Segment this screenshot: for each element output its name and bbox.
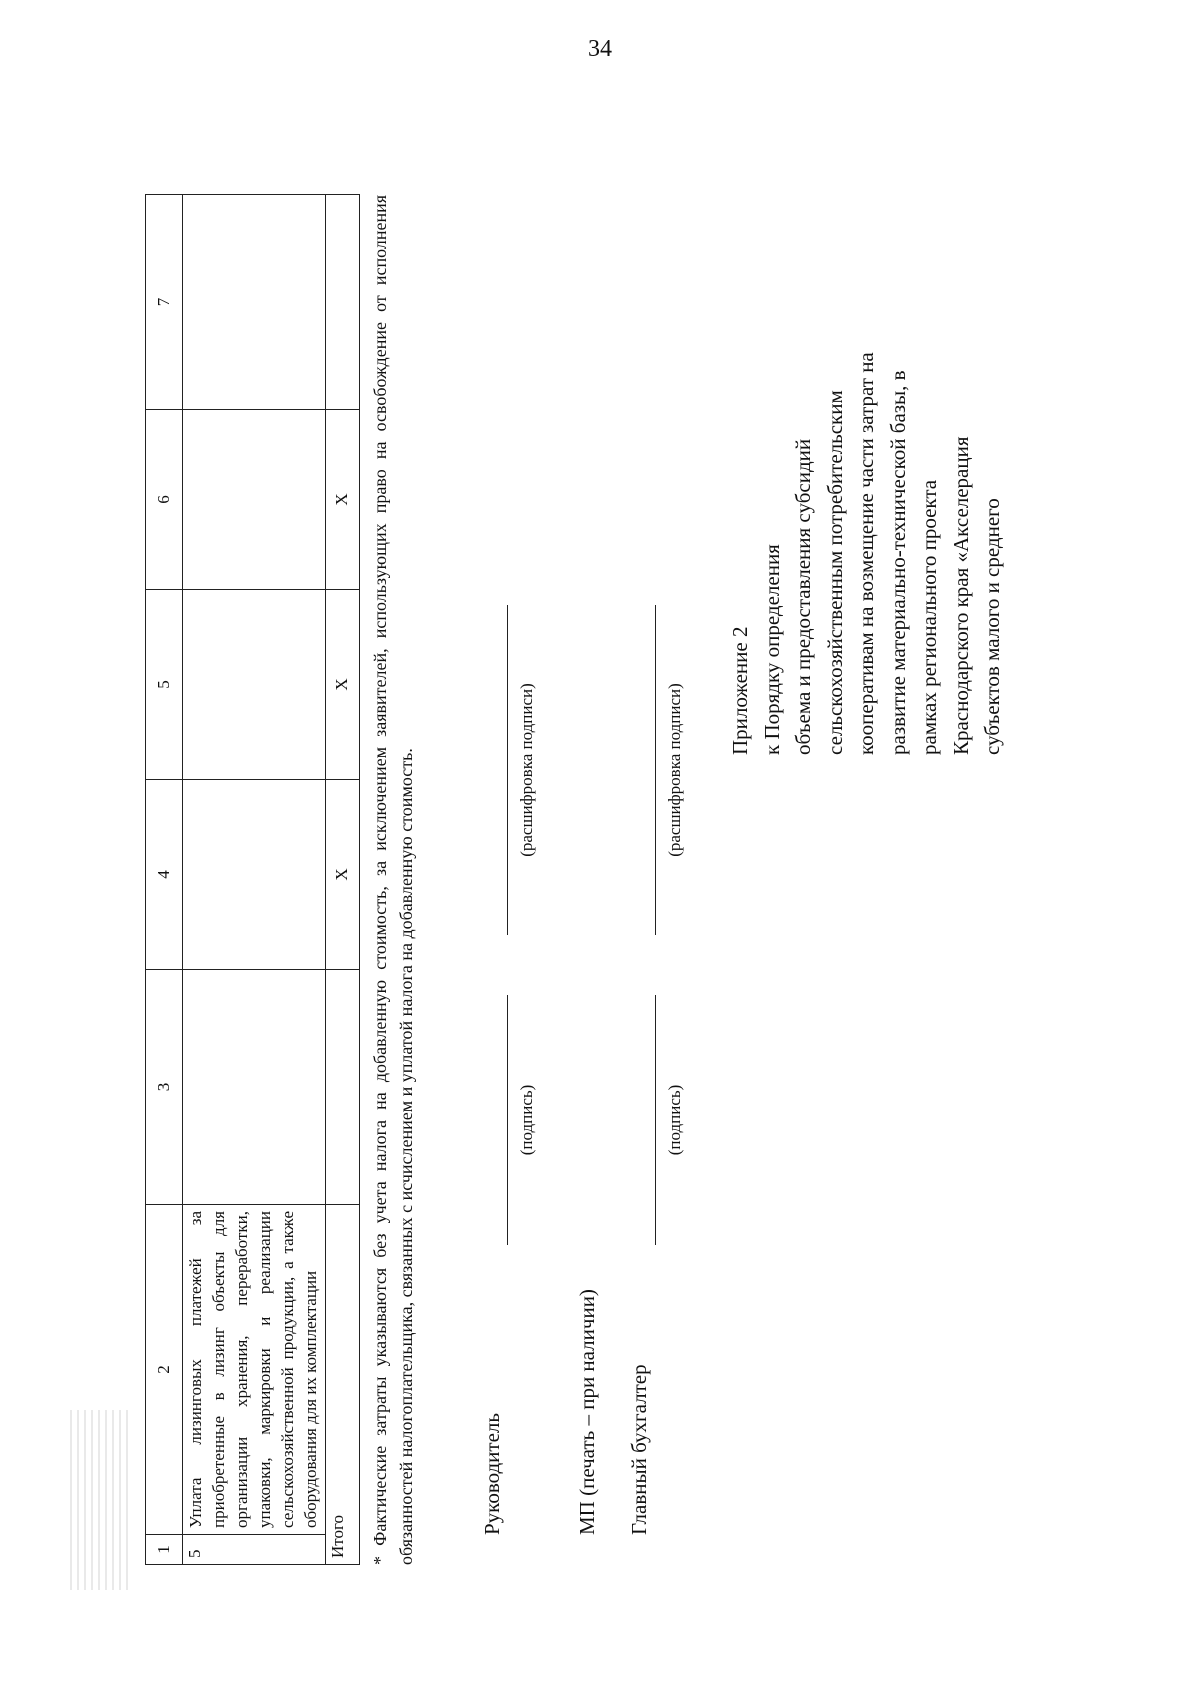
- accountant-signature-line: [655, 995, 656, 1245]
- head-decoding-line: [507, 605, 508, 935]
- appendix-line: развитие материально-технической базы, в: [885, 370, 910, 755]
- accountant-label: Главный бухгалтер: [627, 1364, 651, 1535]
- scan-artifact: [70, 1410, 130, 1590]
- header-cell: 1: [146, 1535, 183, 1565]
- appendix-line: субъектов малого и среднего: [980, 498, 1004, 755]
- total-row: [325, 195, 359, 1565]
- appendix-line: Приложение 2: [728, 626, 752, 755]
- appendix-line: рамках регионального проекта: [917, 479, 941, 755]
- header-cell: 3: [146, 970, 183, 1205]
- total-cell-x: X: [325, 590, 359, 780]
- header-cell: 6: [146, 410, 183, 590]
- row-cell: [183, 410, 326, 590]
- row-number: 5: [183, 1535, 326, 1565]
- stamp-label: МП (печать – при наличии): [575, 1289, 599, 1535]
- total-cell: [325, 195, 359, 410]
- footnote: * Фактические затраты указываются без учета налога на добавленную стоимость, за исключением заявителей, использующих право на освобождение от исполнения обязанностей налогоплательщика, связанных с исчислением и уплатой налога на добавленную стоимость.: [370, 195, 417, 1565]
- page-number: 34: [588, 36, 612, 62]
- row-cell: [183, 780, 326, 970]
- accountant-signature-caption: (подпись): [665, 1084, 684, 1156]
- appendix-header: [725, 175, 1009, 755]
- header-cell: 5: [146, 590, 183, 780]
- total-cell-x: X: [325, 780, 359, 970]
- head-label: Руководитель: [480, 1413, 504, 1535]
- appendix-line: сельскохозяйственным потребительским: [822, 390, 847, 755]
- total-label: Итого: [325, 1205, 359, 1565]
- table-header-row: [146, 195, 183, 1565]
- table-row: [183, 195, 326, 1565]
- head-decoding-caption: (расшифровка подписи): [517, 683, 536, 857]
- header-cell: 2: [146, 1205, 183, 1535]
- appendix-line: Краснодарского края «Акселерация: [948, 436, 973, 755]
- header-cell: 4: [146, 780, 183, 970]
- appendix-line: кооперативам на возмещение части затрат на: [854, 352, 878, 755]
- appendix-line: к Порядку определения: [759, 544, 784, 755]
- head-signature-caption: (подпись): [517, 1084, 536, 1156]
- appendix-line: объема и предоставления субсидий: [791, 438, 815, 755]
- header-cell: 7: [146, 195, 183, 410]
- accountant-decoding-line: [655, 605, 656, 935]
- total-cell: [325, 970, 359, 1205]
- row-cell: [183, 970, 326, 1205]
- accountant-decoding-caption: (расшифровка подписи): [665, 683, 684, 857]
- row-cell: [183, 195, 326, 410]
- head-signature-line: [507, 995, 508, 1245]
- costs-table: [145, 194, 360, 1565]
- rotated-page-content: [145, 175, 1095, 1575]
- total-cell-x: X: [325, 410, 359, 590]
- row-cell: [183, 590, 326, 780]
- row-description: Уплата лизинговых платежей за приобретенные в лизинг объекты для организации хранения, переработки, упаковки, маркировки и реализации сельскохозяйственной продукции, а также оборудования для их комплектации: [183, 1205, 326, 1535]
